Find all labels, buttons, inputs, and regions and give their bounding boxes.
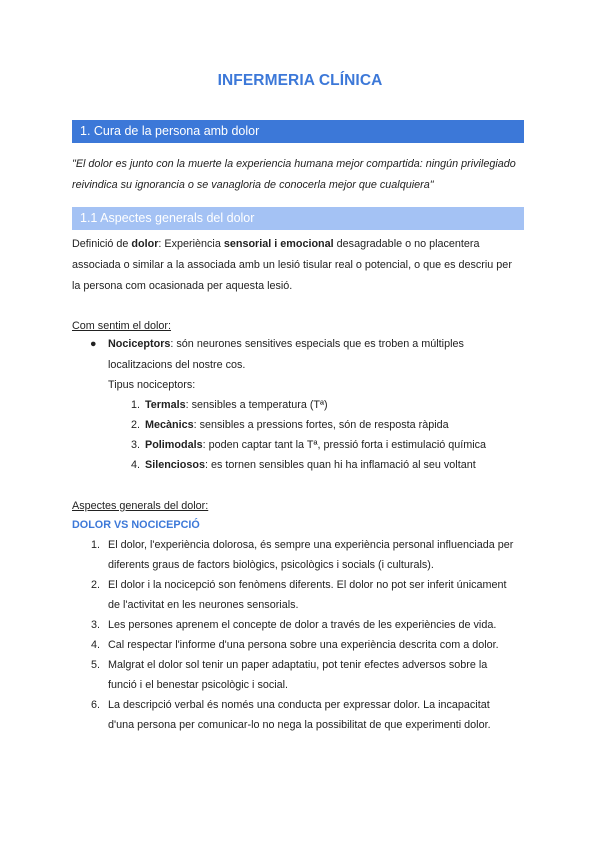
aspect-line: diferents graus de factors biològics, psicològics i socials (i culturals). <box>108 559 434 571</box>
nociceptors-line-2: localitzacions del nostre cos. <box>108 359 246 371</box>
nociceptors-term: Nociceptors <box>108 338 171 350</box>
nociceptors-desc: : són neurones sensitives especials que es troben a múltiples <box>170 338 464 350</box>
type-term: Mecànics <box>145 419 194 431</box>
aspect-line: La descripció verbal és només una conducta per expressar dolor. La incapacitat <box>108 699 490 711</box>
dolor-vs-nocicepcio-subheading: DOLOR VS NOCICEPCIÓ <box>72 519 200 531</box>
section-heading-1-1: 1.1 Aspectes generals del dolor <box>72 207 524 230</box>
type-number: 4. <box>130 459 140 471</box>
aspect-line: El dolor, l'experiència dolorosa, és sempre una experiència personal influenciada per <box>108 539 514 551</box>
aspect-number: 2. <box>90 579 100 591</box>
type-desc: : sensibles a pressions fortes, són de resposta ràpida <box>193 419 449 431</box>
aspect-number: 3. <box>90 619 100 631</box>
type-number: 2. <box>130 419 140 431</box>
nociceptor-types-label: Tipus nociceptors: <box>108 379 196 391</box>
definition-rest: desagradable o no placentera <box>333 238 480 250</box>
aspect-number: 5. <box>90 659 100 671</box>
aspect-number: 6. <box>90 699 100 711</box>
type-term: Termals <box>145 399 186 411</box>
aspect-line: Cal respectar l'informe d'una persona sobre una experiència descrita com a dolor. <box>108 639 499 651</box>
type-number: 3. <box>130 439 140 451</box>
definition-bold: sensorial i emocional <box>223 238 334 250</box>
nociceptors-line-1 <box>108 334 464 355</box>
type-term: Polimodals <box>145 439 203 451</box>
type-item <box>145 435 486 456</box>
aspect-line: de l'activitat en les neurones sensorials. <box>108 599 299 611</box>
type-item <box>145 455 476 476</box>
quote-line-1: "El dolor es junto con la muerte la experiencia humana mejor compartida: ningún privilegiado <box>72 158 516 170</box>
section-heading-1: 1. Cura de la persona amb dolor <box>72 120 524 143</box>
aspect-line: Les persones aprenem el concepte de dolor a través de les experiències de vida. <box>108 619 497 631</box>
aspect-line: El dolor i la nocicepció son fenòmens diferents. El dolor no pot ser inferit únicament <box>108 579 507 591</box>
definition-term: dolor <box>131 238 159 250</box>
type-item <box>145 395 328 416</box>
type-desc: : es tornen sensibles quan hi ha inflamació al seu voltant <box>205 459 476 471</box>
definition-pre: Definició de <box>72 238 132 250</box>
general-aspects-heading: Aspectes generals del dolor: <box>72 500 209 512</box>
definition-mid: : Experiència <box>158 238 224 250</box>
aspect-number: 1. <box>90 539 100 551</box>
document-title: INFERMERIA CLÍNICA <box>217 72 383 89</box>
type-desc: : poden captar tant la Tª, pressió forta i estimulació química <box>202 439 487 451</box>
definition-line-2: associada o similar a la associada amb un lesió tisular real o potencial, o que es descriu per <box>72 259 512 271</box>
quote-line-2: reivindica su ignorancia o se vanagloria de conocerla mejor que cualquiera" <box>72 179 434 191</box>
definition-line-1 <box>72 234 480 255</box>
aspect-number: 4. <box>90 639 100 651</box>
bullet-dot-icon: ● <box>90 338 97 350</box>
aspect-line: d'una persona per comunicar-lo no nega la possibilitat de que experimenti dolor. <box>108 719 491 731</box>
type-desc: : sensibles a temperatura (Tª) <box>185 399 328 411</box>
aspect-line: Malgrat el dolor sol tenir un paper adaptatiu, pot tenir efectes adversos sobre la <box>108 659 488 671</box>
type-number: 1. <box>130 399 140 411</box>
definition-line-3: la persona com ocasionada per aquesta lesió. <box>72 280 293 292</box>
type-item <box>145 415 449 436</box>
how-we-feel-heading: Com sentim el dolor: <box>72 320 172 332</box>
aspect-line: funció i el benestar psicològic i social. <box>108 679 289 691</box>
type-term: Silenciosos <box>145 459 206 471</box>
